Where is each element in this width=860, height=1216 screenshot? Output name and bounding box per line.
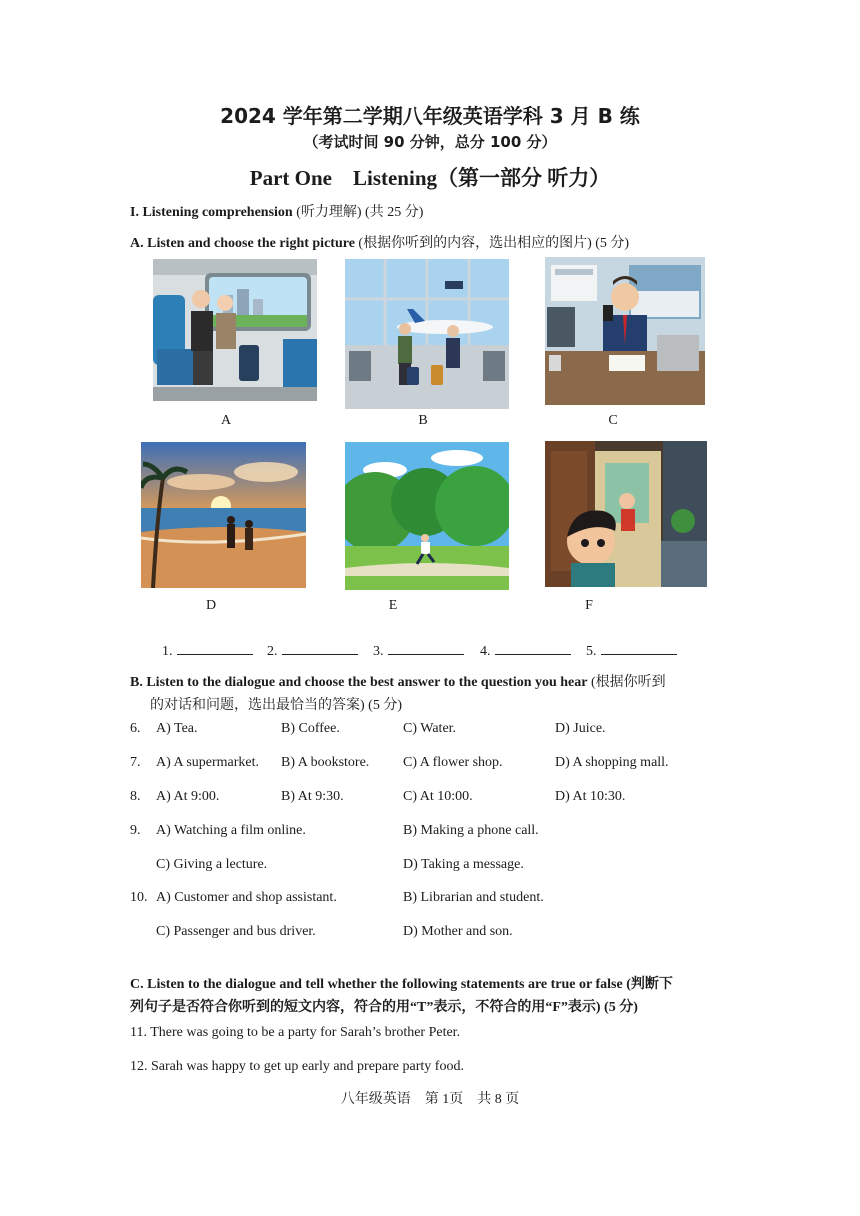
option-6c[interactable]: C) Water. bbox=[403, 721, 457, 736]
exam-title: 2024 学年第二学期八年级英语学科 3 月 B 练 bbox=[220, 104, 640, 128]
answer-blank-number: 5. bbox=[586, 644, 597, 659]
answer-blank-2[interactable] bbox=[267, 642, 358, 660]
answer-blank-line[interactable] bbox=[388, 642, 464, 655]
answer-blank-line[interactable] bbox=[177, 642, 253, 655]
question-number: 7. bbox=[130, 755, 141, 770]
section-b-heading-cn-2: 的对话和问题，选出最恰当的答案) (5 分) bbox=[150, 698, 402, 713]
exam-subtitle: （考试时间 90 分钟，总分 100 分） bbox=[303, 133, 557, 151]
statement-12: 12. Sarah was happy to get up early and prepare party food. bbox=[130, 1059, 464, 1074]
option-8c[interactable]: C) At 10:00. bbox=[403, 789, 473, 804]
page-footer: 八年级英语 第 1页 共 8 页 bbox=[340, 1092, 520, 1107]
option-7b[interactable]: B) A bookstore. bbox=[281, 755, 370, 770]
option-6b[interactable]: B) Coffee. bbox=[281, 721, 340, 736]
option-10d[interactable]: D) Mother and son. bbox=[403, 924, 513, 939]
doorway-kids-scene-icon bbox=[545, 441, 707, 587]
answer-blank-4[interactable] bbox=[480, 642, 571, 660]
option-8d[interactable]: D) At 10:30. bbox=[555, 789, 626, 804]
answer-blank-5[interactable] bbox=[586, 642, 677, 660]
answer-blank-1[interactable] bbox=[162, 642, 253, 660]
picture-label-c: C bbox=[608, 413, 618, 428]
answer-blank-3[interactable] bbox=[373, 642, 464, 660]
section-1-heading-en: I. Listening comprehension bbox=[130, 205, 293, 220]
option-10b[interactable]: B) Librarian and student. bbox=[403, 890, 544, 905]
airport-scene-icon bbox=[345, 259, 509, 409]
picture-label-d: D bbox=[205, 598, 217, 613]
picture-label-f: F bbox=[585, 598, 593, 613]
train-scene-icon bbox=[153, 259, 317, 401]
picture-label-b: B bbox=[418, 413, 428, 428]
question-number: 6. bbox=[130, 721, 141, 736]
option-8a[interactable]: A) At 9:00. bbox=[156, 789, 220, 804]
section-c-heading-cn-2: 列句子是否符合你听到的短文内容，符合的用“T”表示，不符合的用“F”表示) (5 分) bbox=[130, 1000, 638, 1015]
park-running-scene-icon bbox=[345, 442, 509, 590]
option-9a[interactable]: A) Watching a film online. bbox=[156, 823, 306, 838]
answer-blank-number: 1. bbox=[162, 644, 173, 659]
section-b-heading bbox=[130, 671, 740, 691]
answer-blank-number: 2. bbox=[267, 644, 278, 659]
question-number: 9. bbox=[130, 823, 141, 838]
section-1-heading bbox=[130, 201, 423, 221]
option-7a[interactable]: A) A supermarket. bbox=[156, 755, 260, 770]
picture-label-e: E bbox=[388, 598, 398, 613]
answer-blank-line[interactable] bbox=[282, 642, 358, 655]
option-7c[interactable]: C) A flower shop. bbox=[403, 755, 503, 770]
option-6a[interactable]: A) Tea. bbox=[156, 721, 198, 736]
statement-11: 11. There was going to be a party for Sarah’s brother Peter. bbox=[130, 1025, 461, 1040]
section-b-heading-en: B. Listen to the dialogue and choose the best answer to the question you hear bbox=[130, 675, 588, 690]
option-6d[interactable]: D) Juice. bbox=[555, 721, 606, 736]
section-c-heading-en: C. Listen to the dialogue and tell whether the following statements are true or false bbox=[130, 977, 623, 992]
section-a-heading-cn: (根据你听到的内容，选出相应的图片) (5 分) bbox=[358, 236, 630, 251]
option-9c[interactable]: C) Giving a lecture. bbox=[156, 857, 268, 872]
section-b-heading-cn-1: (根据你听到 bbox=[591, 675, 666, 690]
picture-label-a: A bbox=[220, 413, 232, 428]
section-c-heading-cn-1: (判断下 bbox=[626, 977, 673, 992]
question-number: 10. bbox=[130, 890, 148, 905]
option-10c[interactable]: C) Passenger and bus driver. bbox=[156, 924, 316, 939]
answer-blank-line[interactable] bbox=[495, 642, 571, 655]
part-heading: Part One Listening（第一部分 听力） bbox=[249, 166, 611, 190]
answer-blank-number: 3. bbox=[373, 644, 384, 659]
question-number: 8. bbox=[130, 789, 141, 804]
section-1-heading-cn: (听力理解) (共 25 分) bbox=[296, 205, 424, 220]
option-7d[interactable]: D) A shopping mall. bbox=[555, 755, 669, 770]
section-a-heading bbox=[130, 232, 629, 252]
answer-blank-line[interactable] bbox=[601, 642, 677, 655]
answer-blank-number: 4. bbox=[480, 644, 491, 659]
section-c-heading bbox=[130, 973, 740, 993]
office-phone-scene-icon bbox=[545, 257, 705, 405]
option-10a[interactable]: A) Customer and shop assistant. bbox=[156, 890, 337, 905]
beach-sunset-scene-icon bbox=[141, 442, 306, 588]
section-a-heading-en: A. Listen and choose the right picture bbox=[130, 236, 355, 251]
option-9d[interactable]: D) Taking a message. bbox=[403, 857, 524, 872]
option-8b[interactable]: B) At 9:30. bbox=[281, 789, 344, 804]
option-9b[interactable]: B) Making a phone call. bbox=[403, 823, 539, 838]
